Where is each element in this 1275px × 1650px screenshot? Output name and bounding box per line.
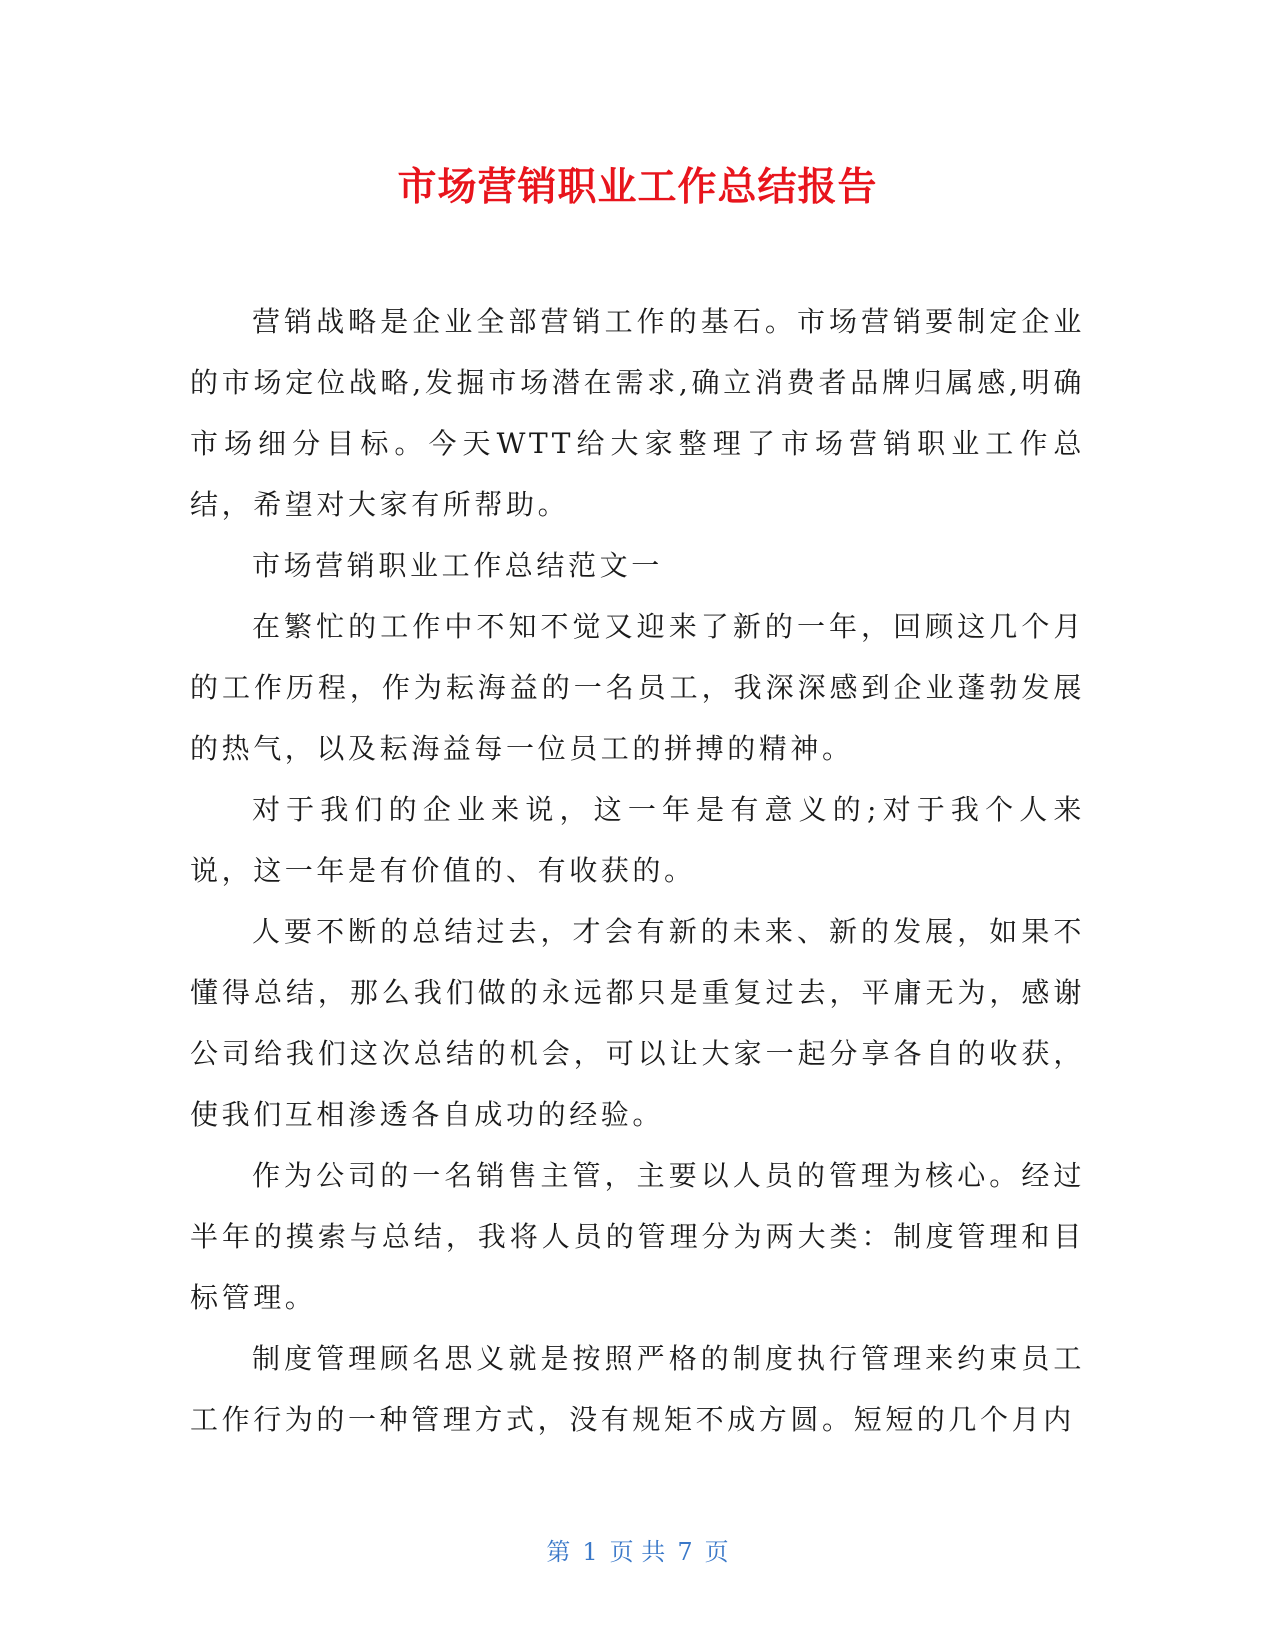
footer-middle: 页 共	[609, 1538, 666, 1566]
document-title: 市场营销职业工作总结报告	[397, 165, 878, 210]
paragraph: 在繁忙的工作中不知不觉又迎来了新的一年，回顾这几个月的工作历程，作为耘海益的一名员工，我深深感到企业蓬勃发展的热气，以及耘海益每一位员工的拼搏的精神。	[190, 610, 1085, 765]
footer-prefix: 第	[546, 1538, 571, 1566]
document-body	[190, 291, 1085, 1450]
footer-suffix: 页	[704, 1538, 729, 1566]
paragraph: 制度管理顾名思义就是按照严格的制度执行管理来约束员工工作行为的一种管理方式，没有规矩不成方圆。短短的几个月内	[190, 1342, 1085, 1436]
footer-page-number: 1	[582, 1538, 598, 1566]
paragraph-intro: 营销战略是企业全部营销工作的基石。市场营销要制定企业的市场定位战略,发掘市场潜在需求,确立消费者品牌归属感,明确市场细分目标。今天WTT给大家整理了市场营销职业工作总结，希望对大家有所帮助。	[190, 305, 1085, 521]
footer-total-pages: 7	[677, 1538, 693, 1566]
paragraph: 人要不断的总结过去，才会有新的未来、新的发展，如果不懂得总结，那么我们做的永远都只是重复过去，平庸无为，感谢公司给我们这次总结的机会，可以让大家一起分享各自的收获，使我们互相渗透各自成功的经验。	[190, 915, 1085, 1131]
page-footer	[0, 1537, 1275, 1567]
paragraph: 对于我们的企业来说，这一年是有意义的;对于我个人来说，这一年是有价值的、有收获的。	[190, 793, 1085, 887]
paragraph: 作为公司的一名销售主管，主要以人员的管理为核心。经过半年的摸索与总结，我将人员的管理分为两大类：制度管理和目标管理。	[190, 1159, 1085, 1314]
paragraph-section-heading: 市场营销职业工作总结范文一	[252, 549, 663, 582]
